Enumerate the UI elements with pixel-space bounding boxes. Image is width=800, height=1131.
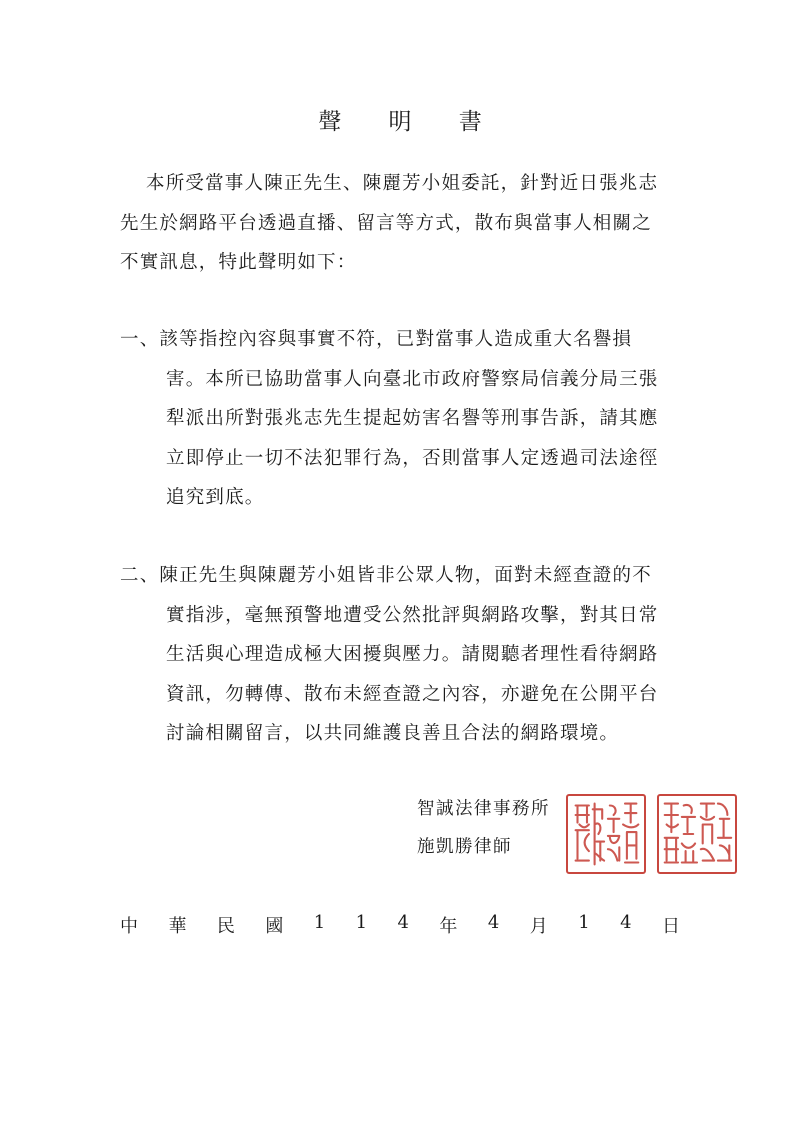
date-char: 華 [168, 916, 187, 937]
lawyer-name: 施凱勝律師 [417, 837, 512, 857]
item-line: 追究到底。 [166, 487, 265, 508]
statement-item-1 [120, 320, 680, 518]
signature-block [417, 790, 550, 866]
item-line: 討論相關留言，以共同維護良善且合法的網路環境。 [166, 723, 620, 744]
item-line: 立即停止一切不法犯罪行為，否則當事人定透過司法途徑 [166, 447, 659, 469]
item-line: 生活與心理造成極大困擾與壓力。請閱聽者理性看待網路 [166, 644, 659, 665]
document-title: 聲 明 書 [318, 109, 502, 135]
item-line: 一、該等指控內容與事實不符，已對當事人造成重大名譽損 [120, 329, 633, 350]
lawyer-seal-icon [659, 796, 735, 872]
lawyer-seal-stamp [657, 794, 737, 874]
item-line: 實指涉，毫無預警地遭受公然批評與網路攻擊，對其日常 [166, 604, 659, 626]
intro-line: 不實訊息，特此聲明如下： [120, 252, 357, 273]
date-char: 民 [216, 916, 235, 937]
item-line: 犁派出所對張兆志先生提起妨害名譽等刑事告訴，請其應 [166, 408, 659, 429]
date-char: 年 [439, 916, 458, 937]
firm-seal-icon [568, 796, 644, 872]
date-char: 4 [397, 912, 409, 933]
date-char: 月 [529, 916, 548, 937]
date-char: 4 [487, 912, 500, 933]
date-char: 4 [620, 912, 632, 933]
firm-seal-stamp [566, 794, 646, 874]
date-char: 1 [355, 912, 368, 933]
statement-item-2 [120, 556, 680, 754]
date-char: 國 [265, 916, 284, 937]
item-line: 二、陳正先生與陳麗芳小姐皆非公眾人物，面對未經查證的不 [120, 565, 652, 586]
date-char: 日 [661, 916, 680, 937]
intro-line: 先生於網路平台透過直播、留言等方式，散布與當事人相關之 [120, 212, 652, 234]
date-char: 中 [120, 916, 138, 937]
firm-name: 智誠法律事務所 [417, 799, 550, 819]
intro-paragraph [120, 164, 680, 283]
date-line [120, 912, 680, 938]
item-line: 資訊，勿轉傳、散布未經查證之內容，亦避免在公開平台 [166, 683, 659, 705]
date-char: 1 [578, 912, 590, 933]
intro-line: 本所受當事人陳正先生、陳麗芳小姐委託，針對近日張兆志 [146, 173, 659, 194]
item-line: 害。本所已協助當事人向臺北市政府警察局信義分局三張 [166, 368, 659, 390]
date-char: 1 [313, 912, 326, 933]
